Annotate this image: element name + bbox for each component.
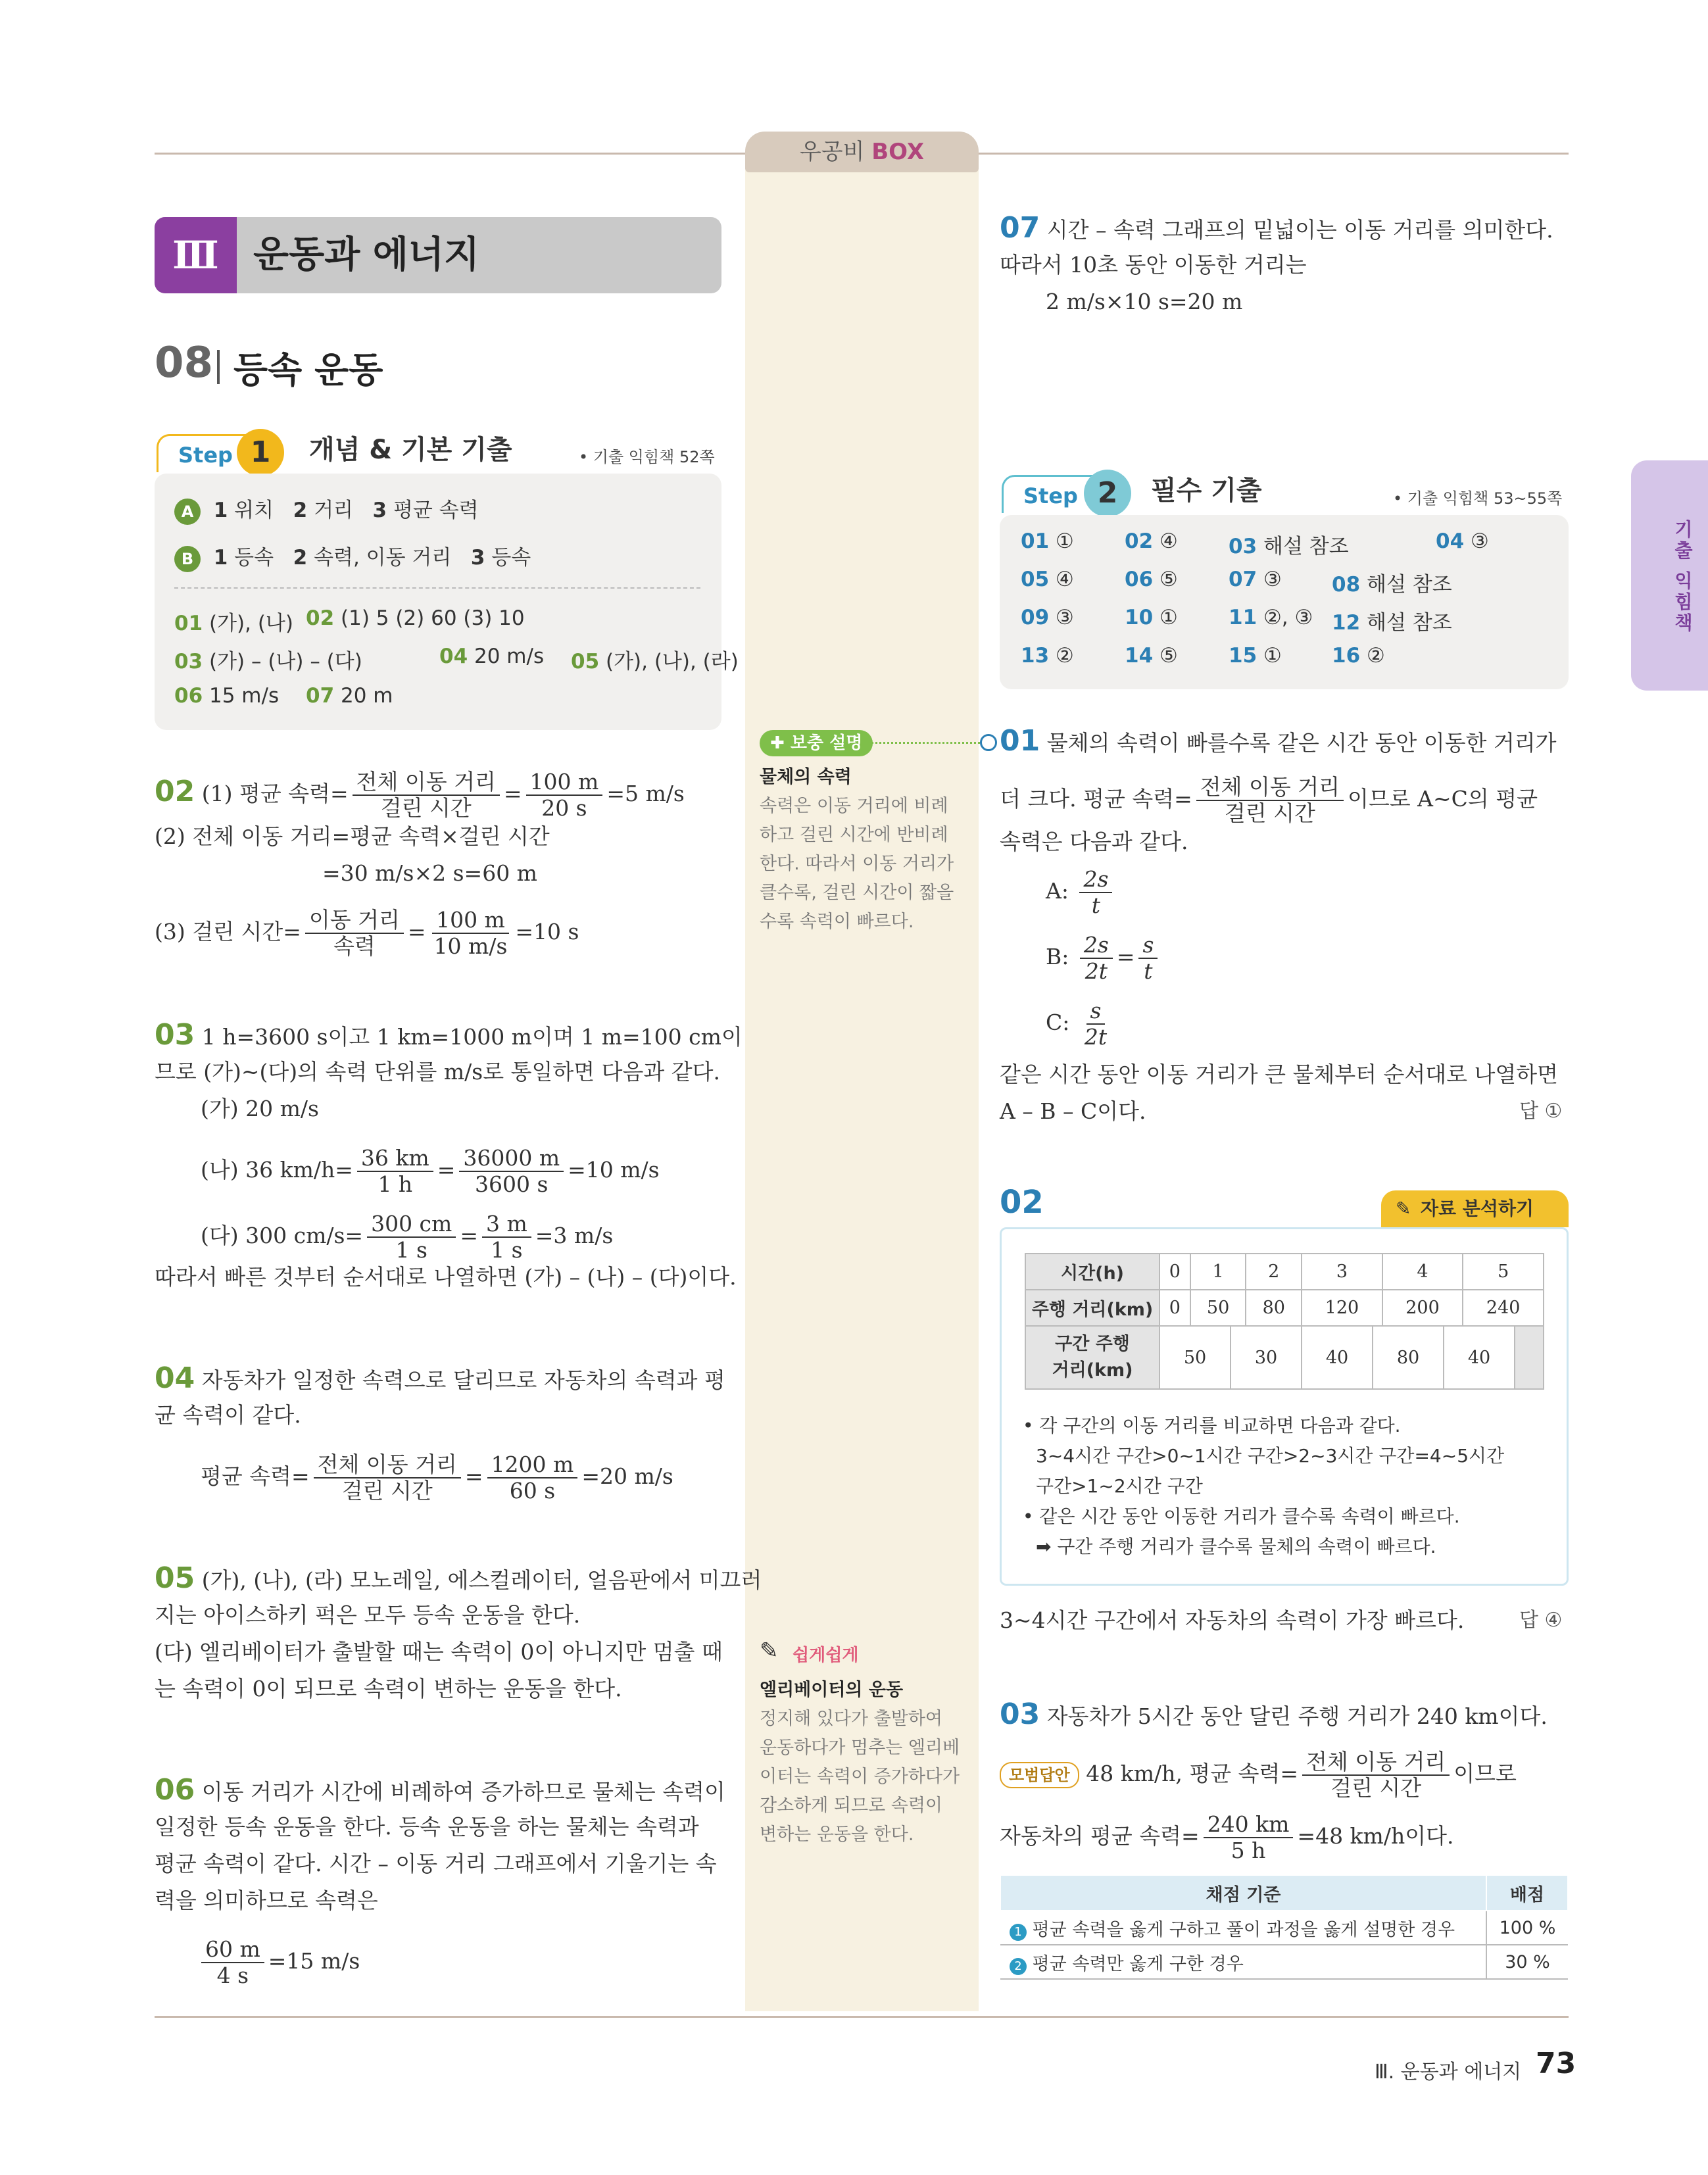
step1-number: 1: [237, 429, 284, 476]
unit-title: 운동과 에너지: [253, 233, 480, 276]
footer-rule: [155, 2016, 1569, 2018]
r01-line-2: 더 크다. 평균 속력= 전체 이동 거리 걸린 시간 이므로 A~C의 평균: [1000, 774, 1538, 826]
step2-label: Step: [1002, 475, 1107, 513]
step2-ans-08: 08 해설 참조: [1332, 573, 1452, 597]
r03-line-1: 03 자동차가 5시간 동안 달린 주행 거리가 240 km이다.: [1000, 1698, 1548, 1731]
link-dot: [980, 734, 997, 751]
cell: 50: [1159, 1326, 1231, 1389]
q03-line-1: 03 1 h=3600 s이고 1 km=1000 m이며 1 m=100 cm이: [155, 1018, 743, 1052]
r02-number: 02: [1000, 1184, 1044, 1221]
step2-ans-06: 06 ⑤: [1125, 568, 1178, 591]
section-divider: [217, 350, 220, 384]
r03-line-3: 자동차의 평균 속력= $\frac{240 km}{5 h}$ =48 km/h이다.: [1000, 1811, 1454, 1863]
step1-ans-06: 06 15 m/s: [174, 684, 280, 708]
step1-row-b: B 1 등속 2 속력, 이동 거리 3 등속: [174, 541, 531, 572]
step2-ans-11: 11 ②, ③: [1229, 606, 1313, 629]
step2-ans-14: 14 ⑤: [1125, 644, 1178, 668]
step1-dashed-divider: [174, 587, 700, 589]
q07-line-1: 07 시간 – 속력 그래프의 밑넓이는 이동 거리를 의미한다.: [1000, 211, 1553, 245]
cell: 40: [1302, 1326, 1373, 1389]
cell: 4: [1382, 1254, 1463, 1290]
q06-line-1: 06 이동 거리가 시간에 비례하여 증가하므로 물체는 속력이: [155, 1773, 725, 1807]
step1-ans-04: 04 20 m/s: [439, 645, 545, 668]
q05-line-1: 05 (가), (나), (라) 모노레일, 에스컬레이터, 얼음판에서 미끄러: [155, 1561, 762, 1595]
q06-line-2: 일정한 등속 운동을 한다. 등속 운동을 하는 물체는 속력과: [155, 1814, 699, 1840]
clip-icon: ✎: [1396, 1198, 1411, 1219]
step2-ref: • 기출 익힘책 53~55쪽: [1393, 489, 1563, 508]
model-answer-badge: 모범답안: [1000, 1762, 1079, 1788]
step2-number: 2: [1084, 470, 1131, 517]
q02-line-3: =30 m/s×2 s=60 m: [322, 860, 537, 886]
footer-chapter: Ⅲ. 운동과 에너지: [1375, 2061, 1522, 2084]
grading-row-2: 2 평균 속력만 옳게 구한 경우: [1000, 1945, 1486, 1979]
th-interval: 구간 주행 거리(km): [1025, 1326, 1159, 1389]
box-header: 우공비 BOX: [745, 132, 979, 172]
pencil-icon: ✎: [760, 1638, 779, 1664]
grading-table: [1000, 1874, 1569, 1980]
side1-tag: ✚ 보충 설명: [760, 730, 873, 756]
q04-line-3: 평균 속력= 전체 이동 거리 걸린 시간 = $\frac{1200 m}{60 s}$ =20 m/s: [201, 1452, 673, 1503]
step1-ans-05: 05 (가), (나), (라): [571, 650, 739, 673]
step1-label: Step: [157, 434, 262, 472]
q05-line-2: 지는 아이스하키 퍽은 모두 등속 운동을 한다.: [155, 1602, 581, 1628]
step2-ans-12: 12 해설 참조: [1332, 611, 1452, 635]
side2-body: 정지해 있다가 출발하여 운동하다가 멈추는 엘리베 이터는 속력이 증가하다가 감소하게 되므로 속력이 변하는 운동을 한다.: [760, 1709, 960, 1845]
q06-line-3: 평균 속력이 같다. 시간 – 이동 거리 그래프에서 기울기는 속: [155, 1851, 717, 1876]
step1-title: 개념 & 기본 기출: [309, 435, 512, 465]
badge-b: B: [174, 546, 201, 572]
grading-row-1: 1 평균 속력을 옳게 구하고 풀이 과정을 옳게 설명한 경우: [1000, 1911, 1486, 1945]
side2-title: 엘리베이터의 운동: [760, 1680, 904, 1700]
cell-blank: [1515, 1326, 1544, 1389]
cell: 0: [1159, 1290, 1190, 1326]
r01-line-4: 같은 시간 동안 이동 거리가 큰 물체부터 순서대로 나열하면: [1000, 1062, 1558, 1087]
cell: 0: [1159, 1254, 1190, 1290]
q05-line-4: 는 속력이 0이 되므로 속력이 변하는 운동을 한다.: [155, 1676, 622, 1701]
step2-ans-01: 01 ①: [1021, 529, 1074, 553]
r01-b: B: $\frac{2s}{2t}$ = $\frac{s}{t}$: [1046, 933, 1161, 984]
step1-ref: • 기출 익힘책 52쪽: [579, 448, 715, 466]
q07-line-2: 따라서 10초 동안 이동한 거리는: [1000, 252, 1307, 278]
cell: 1: [1190, 1254, 1246, 1290]
cell: 2: [1246, 1254, 1302, 1290]
section-number: 08: [155, 339, 214, 387]
q02-line-2: (2) 전체 이동 거리=평균 속력×걸린 시간: [155, 823, 550, 849]
r02-badge: ✎ 자료 분석하기: [1381, 1190, 1569, 1227]
step2-ans-09: 09 ③: [1021, 606, 1074, 629]
cell: 240: [1463, 1290, 1544, 1326]
r01-c: C: $\frac{s}{2t}$: [1046, 998, 1108, 1050]
grading-header-criteria: 채점 기준: [1000, 1875, 1486, 1911]
header-rule-left: [155, 153, 746, 155]
q04-line-1: 04 자동차가 일정한 속력으로 달리므로 자동차의 속력과 평: [155, 1361, 725, 1395]
grading-header-points: 배점: [1486, 1875, 1568, 1911]
step1-row-a: A 1 위치 2 거리 3 평균 속력: [174, 493, 479, 525]
r01-line-1: 01 물체의 속력이 빠를수록 같은 시간 동안 이동한 거리가: [1000, 724, 1557, 758]
r01-answer: 답 ①: [1519, 1100, 1563, 1123]
side1-body: 속력은 이동 거리에 비례 하고 걸린 시간에 반비례 한다. 따라서 이동 거리가 클수록, 걸린 시간이 짧을 수록 속력이 빠르다.: [760, 796, 954, 932]
r02-conclusion: 3~4시간 구간에서 자동차의 속력이 가장 빠르다.: [1000, 1607, 1465, 1633]
side1-connector: [868, 742, 980, 744]
cell: 80: [1246, 1290, 1302, 1326]
step1-ans-01: 01 (가), (나): [174, 612, 293, 635]
q04-line-2: 균 속력이 같다.: [155, 1402, 301, 1428]
q03-line-5: (다) 300 cm/s= $\frac{300 cm}{1 s}$ = $\frac{3 m}{1 s}$ =3 m/s: [201, 1211, 614, 1263]
section-title: 등속 운동: [233, 349, 383, 391]
q06-line-4: 력을 의미하므로 속력은: [155, 1888, 378, 1913]
r02-data-table: [1025, 1253, 1544, 1390]
grading-points-2: 30 %: [1486, 1945, 1568, 1979]
cell: 30: [1231, 1326, 1302, 1389]
cell: 120: [1302, 1290, 1382, 1326]
side1-title: 물체의 속력: [760, 767, 852, 787]
step2-ans-10: 10 ①: [1125, 606, 1178, 629]
step1-ans-03: 03 (가) – (나) – (다): [174, 650, 362, 673]
q03-line-4: (나) 36 km/h= $\frac{36 km}{1 h}$ = $\frac{36000 m}{3600 s}$ =10 m/s: [201, 1145, 660, 1197]
page-number: 73: [1536, 2047, 1576, 2080]
r03-line-2: 모범답안 48 km/h, 평균 속력= 전체 이동 거리 걸린 시간 이므로: [1000, 1749, 1517, 1801]
cell: 3: [1302, 1254, 1382, 1290]
header-rule-right: [977, 153, 1569, 155]
step2-ans-05: 05 ④: [1021, 568, 1074, 591]
r02-bullets: • 각 구간의 이동 거리를 비교하면 다음과 같다. 3~4시간 구간>0~1시간 구간>2~3시간 구간=4~5시간 구간>1~2시간 구간 • 같은 시간 동안 이동한 거리가 클수록 속력이 빠르다. ➡ 구간 주행 거리가 클수록 물체의 속력이 빠르다.: [1023, 1415, 1505, 1557]
q05-line-3: (다) 엘리베이터가 출발할 때는 속력이 0이 아니지만 멈출 때: [155, 1639, 723, 1665]
cell: 50: [1190, 1290, 1246, 1326]
badge-a: A: [174, 499, 201, 525]
step1-ans-07: 07 20 m: [306, 684, 393, 708]
step2-ans-15: 15 ①: [1229, 644, 1282, 668]
q02-line-1: 02 (1) 평균 속력= 전체 이동 거리 걸린 시간 = $\frac{100 m}{20 s}$ =5 m/s: [155, 769, 685, 821]
unit-roman: Ⅲ: [155, 217, 237, 293]
cell: 80: [1373, 1326, 1444, 1389]
q03-line-3: (가) 20 m/s: [201, 1096, 319, 1121]
q06-line-5: $\frac{60 m}{4 s}$ =15 m/s: [197, 1937, 360, 1988]
r01-line-5: A – B – C이다.: [1000, 1098, 1146, 1124]
cell: 40: [1444, 1326, 1515, 1389]
cell: 200: [1382, 1290, 1463, 1326]
step2-ans-02: 02 ④: [1125, 529, 1178, 553]
q03-line-6: 따라서 빠른 것부터 순서대로 나열하면 (가) – (나) – (다)이다.: [155, 1264, 737, 1290]
r01-a: A: $\frac{2s}{t}$: [1046, 867, 1116, 918]
th-time: 시간(h): [1025, 1254, 1159, 1290]
r02-answer: 답 ④: [1519, 1609, 1563, 1632]
grading-points-1: 100 %: [1486, 1911, 1568, 1945]
step2-title: 필수 기출: [1151, 476, 1262, 506]
step2-ans-07: 07 ③: [1229, 568, 1282, 591]
q03-line-2: 므로 (가)~(다)의 속력 단위를 m/s로 통일하면 다음과 같다.: [155, 1059, 720, 1085]
q02-line-4: (3) 걸린 시간= 이동 거리 속력 = $\frac{100 m}{10 m/s}$ =10 s: [155, 907, 579, 959]
side2-tag: 쉽게쉽게: [793, 1646, 859, 1665]
r01-line-3: 속력은 다음과 같다.: [1000, 829, 1188, 854]
th-distance: 주행 거리(km): [1025, 1290, 1159, 1326]
side-tab[interactable]: 기출 익힘책: [1631, 460, 1708, 691]
step2-ans-03: 03 해설 참조: [1229, 535, 1349, 558]
step2-ans-16: 16 ②: [1332, 644, 1385, 668]
cell: 5: [1463, 1254, 1544, 1290]
q07-line-3: 2 m/s×10 s=20 m: [1046, 289, 1243, 314]
step2-ans-13: 13 ②: [1021, 644, 1074, 668]
step2-ans-04: 04 ③: [1436, 529, 1489, 553]
step1-ans-02: 02 (1) 5 (2) 60 (3) 10: [306, 606, 525, 630]
